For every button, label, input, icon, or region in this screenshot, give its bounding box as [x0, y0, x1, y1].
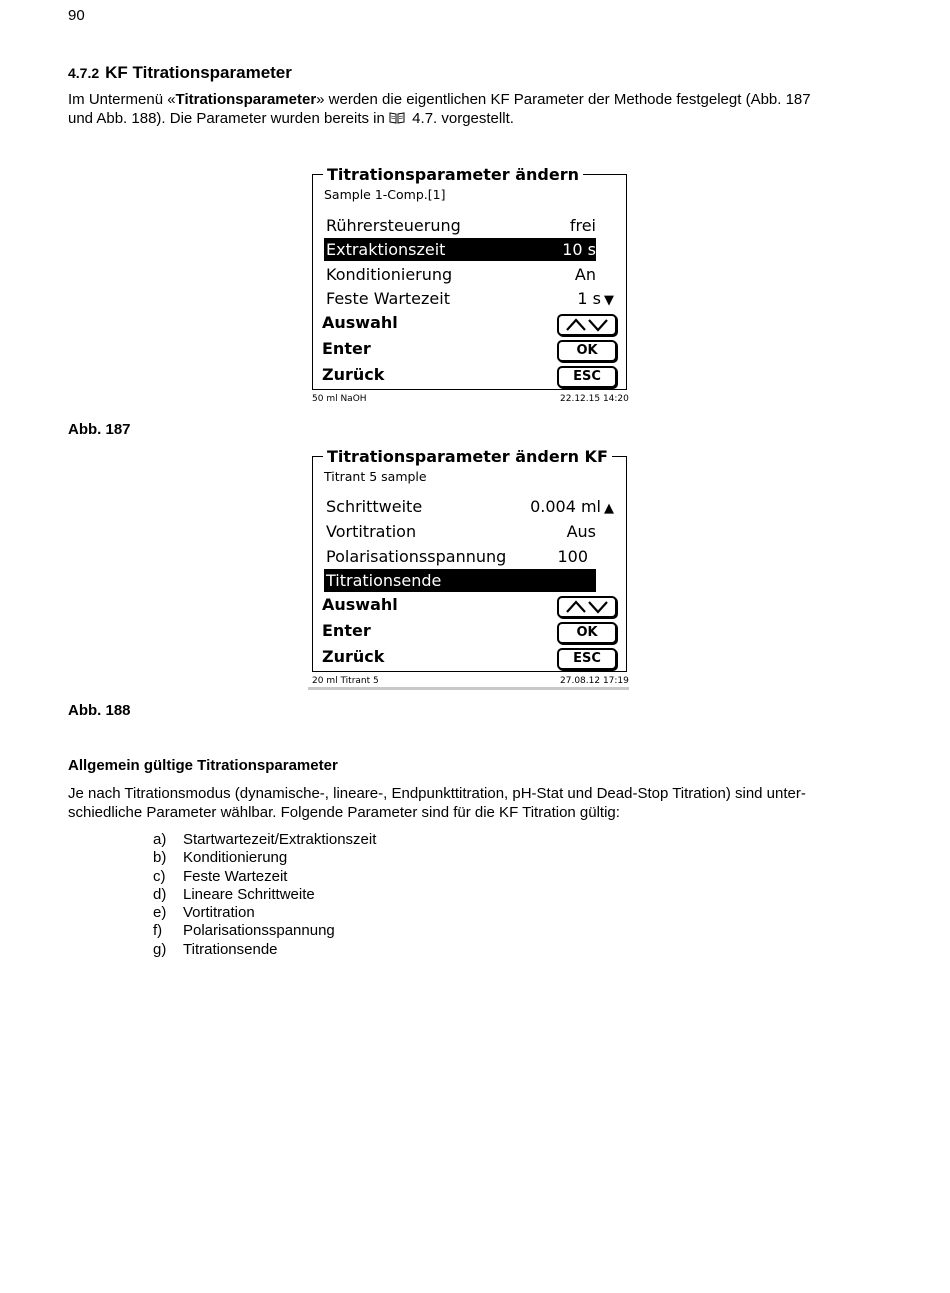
ok-button[interactable]: OK: [557, 340, 617, 362]
row-polarisationsspannung[interactable]: [324, 545, 596, 568]
list-text: Konditionierung: [183, 849, 288, 867]
row-value: 100: [557, 547, 588, 566]
row-value: Aus: [566, 522, 596, 541]
scroll-up-arrow-icon[interactable]: ▲: [604, 501, 614, 516]
list-item: [153, 868, 376, 886]
row-label: Rührersteuerung: [326, 216, 461, 235]
list-item: [153, 831, 376, 849]
status-left: 20 ml Titrant 5: [312, 676, 379, 686]
screen-subtitle: Sample 1-Comp.[1]: [324, 187, 446, 202]
row-value: [530, 495, 614, 520]
list-text: Titrationsende: [183, 940, 278, 958]
list-item: [153, 849, 376, 867]
list-marker: e): [153, 904, 167, 922]
book-icon: [389, 111, 405, 123]
status-right: 22.12.15 14:20: [560, 394, 629, 404]
figure-caption: Abb. 188: [68, 702, 131, 719]
ok-button[interactable]: OK: [557, 622, 617, 644]
esc-button[interactable]: ESC: [557, 366, 617, 388]
row-value: frei: [569, 216, 596, 235]
list-marker: a): [153, 831, 167, 848]
row-value-text: 0.004 ml: [530, 497, 601, 516]
intro-line-1: [68, 91, 873, 110]
list-marker: g): [153, 940, 167, 958]
screen-titration-params: [312, 165, 627, 390]
subheading: Allgemein gültige Titrationsparameter: [68, 757, 338, 774]
paragraph-line: Je nach Titrationsmodus (dynamische-, lineare-, Endpunkttitration, pH-Stat und Dead-Stop Titration) sind unter-: [68, 785, 806, 802]
list-text: Startwartezeit/Extraktionszeit: [183, 831, 377, 848]
list-marker: d): [153, 885, 167, 903]
list-item: [153, 941, 376, 959]
list-text: Feste Wartezeit: [183, 867, 288, 885]
intro-line-2: [68, 110, 873, 129]
intro-text: 4.7. vorgestellt.: [408, 109, 514, 127]
row-label: Polarisationsspannung: [326, 547, 507, 566]
up-down-arrows-icon: [562, 317, 612, 333]
status-right: 27.08.12 17:19: [560, 676, 629, 686]
row-konditionierung[interactable]: [324, 263, 596, 286]
up-down-arrows-icon: [562, 599, 612, 615]
status-bar-divider: [308, 687, 629, 690]
row-schrittweite[interactable]: [324, 495, 614, 518]
intro-paragraph: [68, 91, 873, 128]
row-extraktionszeit[interactable]: [324, 238, 596, 261]
intro-text: » werden die eigentlichen KF Parameter der Methode festgelegt (Abb. 187: [316, 91, 811, 108]
up-down-arrows-button[interactable]: [557, 314, 617, 336]
row-label: Vortitration: [326, 522, 417, 541]
section-heading: [68, 63, 292, 83]
list-text: Vortitration: [183, 904, 255, 922]
list-item: [153, 922, 376, 940]
intro-bold-term: Titrationsparameter: [175, 91, 317, 108]
row-value-text: 1 s: [577, 289, 601, 308]
row-label: Extraktionszeit: [326, 240, 446, 259]
action-label-enter: Enter: [322, 621, 371, 640]
list-text: Lineare Schrittweite: [183, 885, 315, 903]
intro-text: Im Untermenü «: [68, 91, 176, 108]
action-label-zurueck: Zurück: [322, 647, 385, 666]
screen-titration-params-kf: [312, 447, 627, 672]
parameter-list: [153, 831, 376, 959]
figure-caption: Abb. 187: [68, 421, 131, 438]
row-value: 10 s: [562, 240, 596, 259]
list-marker: b): [153, 849, 167, 867]
row-value: An: [574, 265, 596, 284]
row-label: Feste Wartezeit: [326, 289, 450, 308]
row-titrationsende[interactable]: [324, 569, 596, 592]
section-title: KF Titrationsparameter: [105, 63, 292, 82]
screen-title: Titrationsparameter ändern KF: [323, 448, 612, 466]
action-label-auswahl: Auswahl: [322, 595, 398, 614]
row-label: Schrittweite: [326, 497, 423, 516]
intro-text: und Abb. 188). Die Parameter wurden bereits in: [68, 109, 390, 127]
up-down-arrows-button[interactable]: [557, 596, 617, 618]
scroll-down-arrow-icon[interactable]: ▼: [604, 293, 614, 308]
list-item: [153, 886, 376, 904]
row-label: Konditionierung: [326, 265, 453, 284]
list-marker: c): [153, 867, 166, 885]
action-label-zurueck: Zurück: [322, 365, 385, 384]
action-label-auswahl: Auswahl: [322, 313, 398, 332]
esc-button[interactable]: ESC: [557, 648, 617, 670]
list-text: Polarisationsspannung: [183, 922, 335, 940]
screen-title: Titrationsparameter ändern: [323, 166, 583, 184]
status-left: 50 ml NaOH: [312, 394, 367, 404]
row-value: [577, 287, 614, 312]
row-feste-wartezeit[interactable]: [324, 287, 614, 310]
row-label: Titrationsende: [326, 571, 442, 590]
screen-subtitle: Titrant 5 sample: [324, 469, 427, 484]
row-ruehrersteuerung[interactable]: [324, 214, 596, 237]
action-label-enter: Enter: [322, 339, 371, 358]
list-item: [153, 904, 376, 922]
section-number: 4.7.2: [68, 65, 100, 81]
body-paragraph: [68, 785, 873, 822]
list-marker: f): [153, 922, 163, 940]
page-number: 90: [68, 7, 85, 24]
paragraph-line: schiedliche Parameter wählbar. Folgende Parameter sind für die KF Titration gültig:: [68, 803, 620, 821]
row-vortitration[interactable]: [324, 520, 596, 543]
